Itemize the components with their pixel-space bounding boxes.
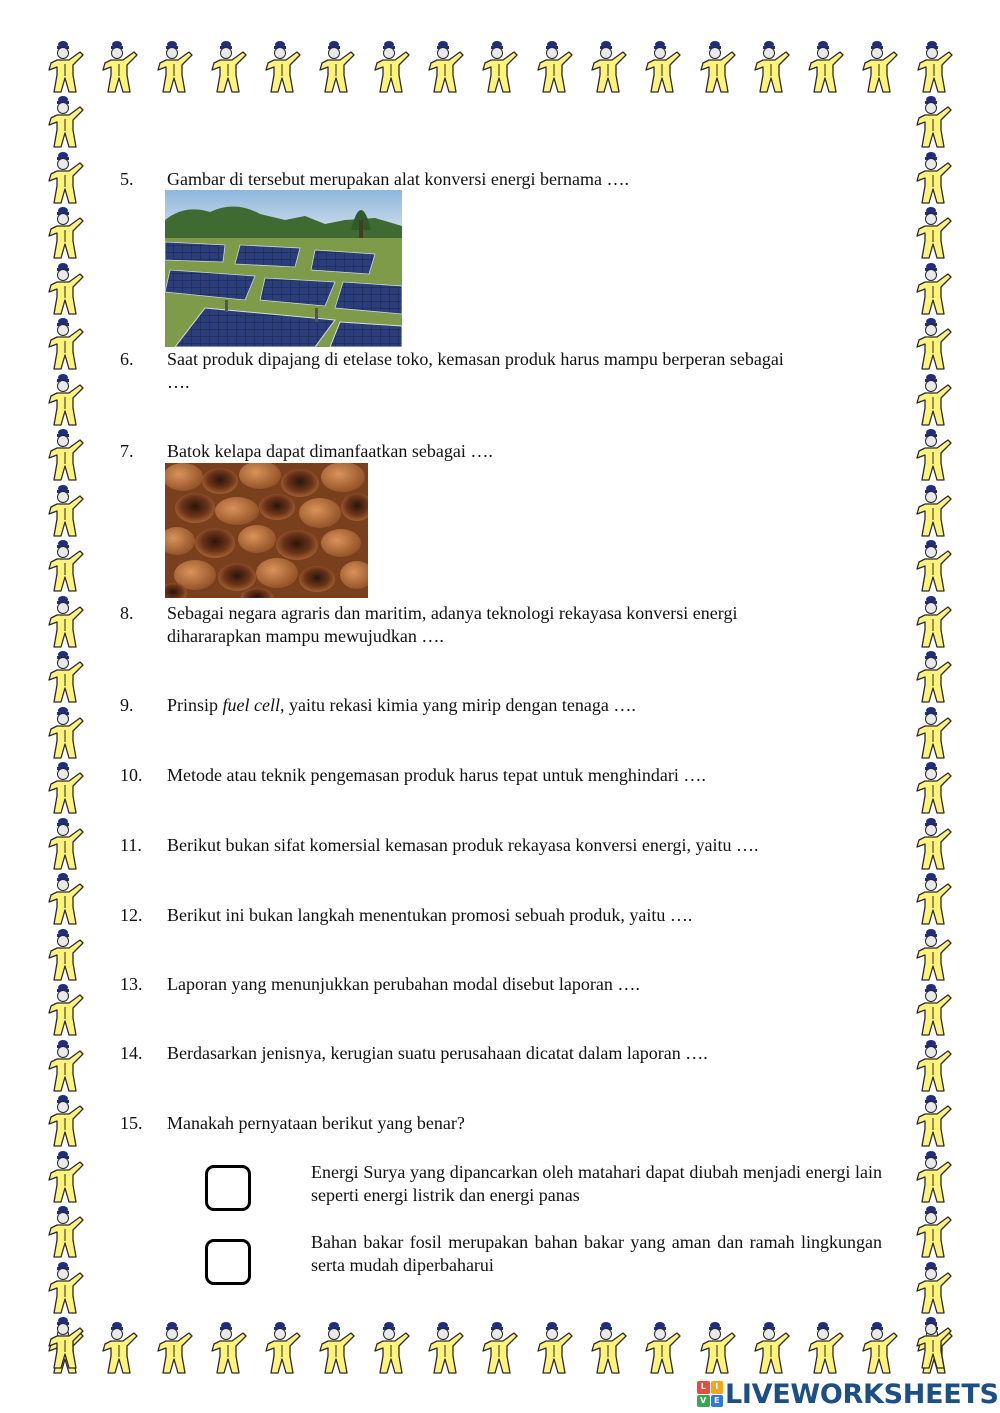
question-text: Berikut ini bukan langkah menentukan promosi sebuah produk, yaitu …. <box>167 905 693 925</box>
question-number: 11. <box>120 835 142 855</box>
yellow-figure-icon <box>698 40 736 94</box>
yellow-figure-icon <box>535 40 573 94</box>
question-text: Berdasarkan jenisnya, kerugian suatu perusahaan dicatat dalam laporan …. <box>167 1043 708 1063</box>
yellow-figure-icon <box>155 1321 193 1375</box>
question-number: 9. <box>120 695 134 715</box>
yellow-figure-icon <box>46 317 84 371</box>
yellow-figure-icon <box>914 206 952 260</box>
yellow-figure-icon <box>914 1150 952 1204</box>
yellow-figure-icon <box>46 1094 84 1148</box>
question-line: Saat produk dipajang di etelase toko, kemasan produk harus mampu berperan sebagai <box>167 349 784 369</box>
solar-panels-photo <box>165 190 402 347</box>
yellow-figure-icon <box>46 650 84 704</box>
border-top <box>46 40 969 94</box>
yellow-figure-icon <box>914 1094 952 1148</box>
yellow-figure-icon <box>480 40 518 94</box>
yellow-figure-icon <box>914 817 952 871</box>
logo-letter: V <box>697 1395 710 1408</box>
yellow-figure-icon <box>914 595 952 649</box>
yellow-figure-icon <box>806 40 844 94</box>
yellow-figure-icon <box>806 1321 844 1375</box>
yellow-figure-icon <box>914 484 952 538</box>
question-text: Metode atau teknik pengemasan produk harus tepat untuk menghindari …. <box>167 765 706 785</box>
yellow-figure-icon <box>914 650 952 704</box>
question-text-part: Prinsip <box>167 695 223 715</box>
yellow-figure-icon <box>100 40 138 94</box>
yellow-figure-icon <box>914 1316 952 1370</box>
yellow-figure-icon <box>46 151 84 205</box>
yellow-figure-icon <box>155 40 193 94</box>
question-text: Berikut bukan sifat komersial kemasan produk rekayasa konversi energi, yaitu …. <box>167 835 759 855</box>
yellow-figure-icon <box>46 706 84 760</box>
border-bottom <box>46 1321 969 1375</box>
yellow-figure-icon <box>46 262 84 316</box>
yellow-figure-icon <box>46 484 84 538</box>
border-left <box>46 95 84 1372</box>
yellow-figure-icon <box>914 262 952 316</box>
question-number: 7. <box>120 441 134 461</box>
question-text <box>167 694 867 717</box>
yellow-figure-icon <box>698 1321 736 1375</box>
yellow-figure-icon <box>914 539 952 593</box>
yellow-figure-icon <box>914 706 952 760</box>
yellow-figure-icon <box>914 928 952 982</box>
yellow-figure-icon <box>46 539 84 593</box>
question-line: Sebagai negara agraris dan maritim, adanya teknologi rekayasa konversi energi <box>167 603 738 623</box>
border-right <box>914 95 952 1372</box>
yellow-figure-icon <box>46 1039 84 1093</box>
question-number: 10. <box>120 765 143 785</box>
yellow-figure-icon <box>643 40 681 94</box>
yellow-figure-icon <box>46 928 84 982</box>
yellow-figure-icon <box>46 1316 84 1370</box>
yellow-figure-icon <box>752 40 790 94</box>
yellow-figure-icon <box>372 1321 410 1375</box>
yellow-figure-icon <box>589 1321 627 1375</box>
yellow-figure-icon <box>46 595 84 649</box>
yellow-figure-icon <box>914 151 952 205</box>
yellow-figure-icon <box>426 40 464 94</box>
question-number: 13. <box>120 974 143 994</box>
yellow-figure-icon <box>46 983 84 1037</box>
yellow-figure-icon <box>317 40 355 94</box>
question-text: Gambar di tersebut merupakan alat konversi energi bernama …. <box>167 169 629 189</box>
yellow-figure-icon <box>46 1150 84 1204</box>
question-number: 14. <box>120 1043 143 1063</box>
yellow-figure-icon <box>46 817 84 871</box>
question-text-part: , yaitu rekasi kimia yang mirip dengan tenaga …. <box>280 695 636 715</box>
question-text: Manakah pernyataan berikut yang benar? <box>167 1113 465 1133</box>
question-number: 12. <box>120 905 143 925</box>
yellow-figure-icon <box>914 317 952 371</box>
question-number: 6. <box>120 349 134 369</box>
question-number: 15. <box>120 1113 143 1133</box>
yellow-figure-icon <box>46 40 84 94</box>
yellow-figure-icon <box>914 1039 952 1093</box>
yellow-figure-icon <box>914 983 952 1037</box>
brand-logo-icon <box>697 1381 723 1407</box>
yellow-figure-icon <box>914 373 952 427</box>
question-text: Laporan yang menunjukkan perubahan modal disebut laporan …. <box>167 974 640 994</box>
question-text-italic: fuel cell <box>222 695 280 715</box>
yellow-figure-icon <box>914 428 952 482</box>
answer-option-1: Energi Surya yang dipancarkan oleh matahari dapat diubah menjadi energi lain seperti energi listrik dan energi panas <box>311 1162 882 1205</box>
yellow-figure-icon <box>752 1321 790 1375</box>
answer-checkbox-1[interactable] <box>205 1165 251 1211</box>
yellow-figure-icon <box>643 1321 681 1375</box>
yellow-figure-icon <box>535 1321 573 1375</box>
yellow-figure-icon <box>589 40 627 94</box>
yellow-figure-icon <box>480 1321 518 1375</box>
question-number: 8. <box>120 603 134 623</box>
yellow-figure-icon <box>372 40 410 94</box>
yellow-figure-icon <box>263 40 301 94</box>
logo-letter: L <box>697 1381 710 1394</box>
yellow-figure-icon <box>426 1321 464 1375</box>
question-text: Batok kelapa dapat dimanfaatkan sebagai …. <box>167 441 493 461</box>
yellow-figure-icon <box>914 1261 952 1315</box>
yellow-figure-icon <box>46 872 84 926</box>
yellow-figure-icon <box>100 1321 138 1375</box>
yellow-figure-icon <box>46 761 84 815</box>
yellow-figure-icon <box>914 872 952 926</box>
coconut-shells-photo <box>165 463 368 598</box>
yellow-figure-icon <box>915 40 953 94</box>
question-line: dihararapkan mampu mewujudkan …. <box>167 626 444 646</box>
brand-name: LIVEWORKSHEETS <box>725 1378 999 1410</box>
question-number: 5. <box>120 169 134 189</box>
yellow-figure-icon <box>209 1321 247 1375</box>
yellow-figure-icon <box>317 1321 355 1375</box>
yellow-figure-icon <box>914 1205 952 1259</box>
yellow-figure-icon <box>46 428 84 482</box>
logo-letter: E <box>711 1395 724 1408</box>
question-text <box>167 602 867 648</box>
answer-option-2: Bahan bakar fosil merupakan bahan bakar yang aman dan ramah lingkungan serta mudah diperbaharui <box>311 1232 882 1275</box>
yellow-figure-icon <box>46 1205 84 1259</box>
yellow-figure-icon <box>46 373 84 427</box>
yellow-figure-icon <box>46 206 84 260</box>
answer-checkbox-2[interactable] <box>205 1239 251 1285</box>
yellow-figure-icon <box>914 761 952 815</box>
question-line: …. <box>167 372 190 392</box>
logo-letter: I <box>711 1381 724 1394</box>
yellow-figure-icon <box>860 40 898 94</box>
yellow-figure-icon <box>860 1321 898 1375</box>
yellow-figure-icon <box>209 40 247 94</box>
yellow-figure-icon <box>263 1321 301 1375</box>
liveworksheets-logo <box>697 1378 999 1410</box>
yellow-figure-icon <box>914 95 952 149</box>
yellow-figure-icon <box>46 95 84 149</box>
yellow-figure-icon <box>46 1261 84 1315</box>
question-text <box>167 348 867 394</box>
